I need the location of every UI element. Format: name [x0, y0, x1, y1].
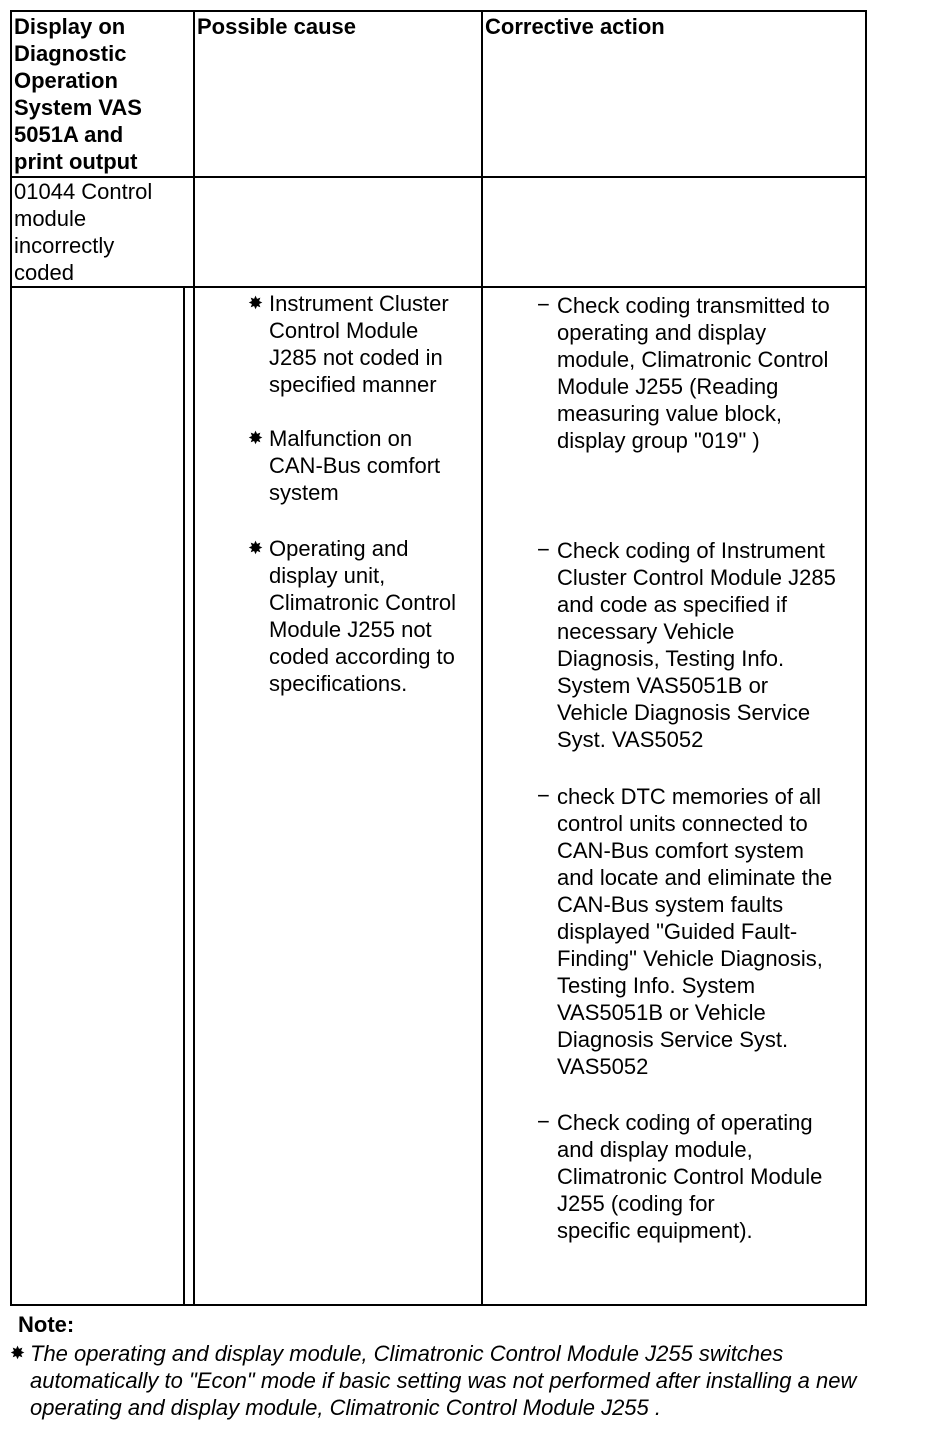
bullet-icon: ✸: [10, 1343, 26, 1363]
dash-icon: −: [537, 1109, 550, 1134]
cause-item: Instrument Cluster Control Module J285 not coded in specified manner: [269, 291, 449, 397]
note-text: The operating and display module, Climatronic Control Module J255 switches automatically to "Econ" mode if basic setting was not performed after installing a new operating and display module, Climatronic Control Module J255 .: [30, 1341, 857, 1420]
column-divider: [183, 287, 185, 1306]
column-divider: [193, 10, 195, 1306]
dash-icon: −: [537, 292, 550, 317]
cause-item: Operating and display unit, Climatronic Control Module J255 not coded according to specifications.: [269, 536, 457, 696]
column-divider: [481, 10, 483, 1306]
dash-icon: −: [537, 537, 550, 562]
header-possible-cause: Possible cause: [197, 14, 356, 39]
bullet-icon: ✸: [248, 538, 264, 558]
header-corrective-action: Corrective action: [485, 14, 665, 39]
row-divider: [10, 286, 867, 288]
dash-icon: −: [537, 783, 550, 808]
header-display: Display on Diagnostic Operation System VAS 5051A and print output: [14, 14, 142, 174]
action-item: Check coding transmitted to operating and display module, Climatronic Control Module J255 (Reading measuring value block, display group "019" ): [557, 293, 830, 453]
action-item: Check coding of Instrument Cluster Control Module J285 and code as specified if necessary Vehicle Diagnosis, Testing Info. System VAS5051B or Vehicle Diagnosis Service Syst. VAS5052: [557, 538, 836, 752]
action-item: check DTC memories of all control units connected to CAN-Bus comfort system and locate and eliminate the CAN-Bus system faults displayed "Guided Fault- Finding" Vehicle Diagnosis, Testing Info. System VAS5051B or Vehicle Diagnosis Service Syst. VAS5052: [557, 784, 833, 1079]
cause-item: Malfunction on CAN-Bus comfort system: [269, 426, 441, 505]
note-title: Note:: [18, 1312, 75, 1337]
bullet-icon: ✸: [248, 293, 264, 313]
bullet-icon: ✸: [248, 428, 264, 448]
action-item: Check coding of operating and display module, Climatronic Control Module J255 (coding for specific equipment).: [557, 1110, 823, 1243]
fault-code: 01044 Control module incorrectly coded: [14, 179, 153, 285]
